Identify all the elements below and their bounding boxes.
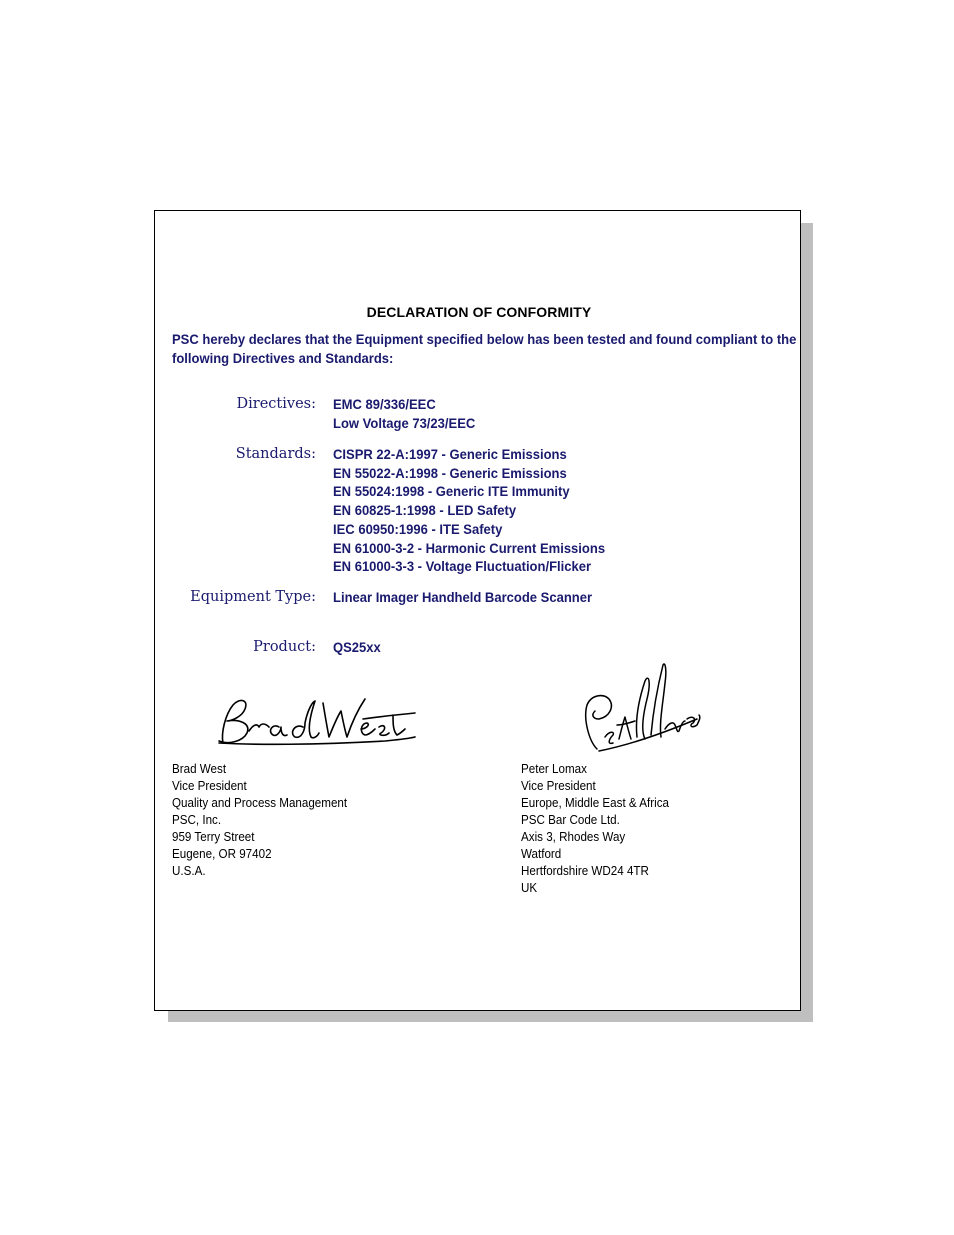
product-value [333,638,381,657]
address-line: PSC, Inc. [172,813,222,827]
intro-line-1: PSC hereby declares that the Equipment specified below has been tested and found compliant to the [172,331,797,347]
document-title: DECLARATION OF CONFORMITY [366,304,592,320]
address-block-psc-inc [172,761,347,880]
standards-list [333,445,605,576]
equipment-type-label: Equipment Type: [190,589,316,605]
declaration-page [154,210,801,1011]
signature-brad-west [215,693,420,748]
equipment-type-value [333,588,592,607]
standard-item: EN 55024:1998 - Generic ITE Immunity [333,483,570,500]
standards-label: Standards: [235,446,316,462]
address-line: U.S.A. [172,864,206,878]
intro-line-2: following Directives and Standards: [172,350,394,366]
standard-item: EN 61000-3-2 - Harmonic Current Emissions [333,539,606,556]
standard-item: CISPR 22-A:1997 - Generic Emissions [333,446,567,462]
address-line: Brad West [172,762,227,776]
directive-item: EMC 89/336/EEC [333,396,436,412]
address-block-psc-uk [521,761,669,897]
directive-item: Low Voltage 73/23/EEC [333,414,476,431]
address-line: Vice President [521,779,596,793]
standard-item: EN 55022-A:1998 - Generic Emissions [333,464,567,481]
address-line: UK [521,881,538,895]
intro-paragraph [172,330,797,368]
product-text: QS25xx [333,639,381,655]
address-line: Quality and Process Management [172,796,348,810]
signature-peter-lomax [579,659,704,759]
address-line: Hertfordshire WD24 4TR [521,864,649,878]
equipment-type-text: Linear Imager Handheld Barcode Scanner [333,589,593,605]
directives-list [333,395,475,432]
address-line: Peter Lomax [521,762,587,776]
directives-label: Directives: [236,396,316,412]
address-line: Europe, Middle East & Africa [521,796,669,810]
standard-item: IEC 60950:1996 - ITE Safety [333,520,503,537]
address-line: Axis 3, Rhodes Way [521,830,626,844]
address-line: Watford [521,847,562,861]
address-line: Vice President [172,779,247,793]
address-line: Eugene, OR 97402 [172,847,272,861]
product-label: Product: [253,639,316,655]
standard-item: EN 61000-3-3 - Voltage Fluctuation/Flicker [333,558,592,575]
address-line: 959 Terry Street [172,830,255,844]
standard-item: EN 60825-1:1998 - LED Safety [333,502,517,519]
address-line: PSC Bar Code Ltd. [521,813,620,827]
